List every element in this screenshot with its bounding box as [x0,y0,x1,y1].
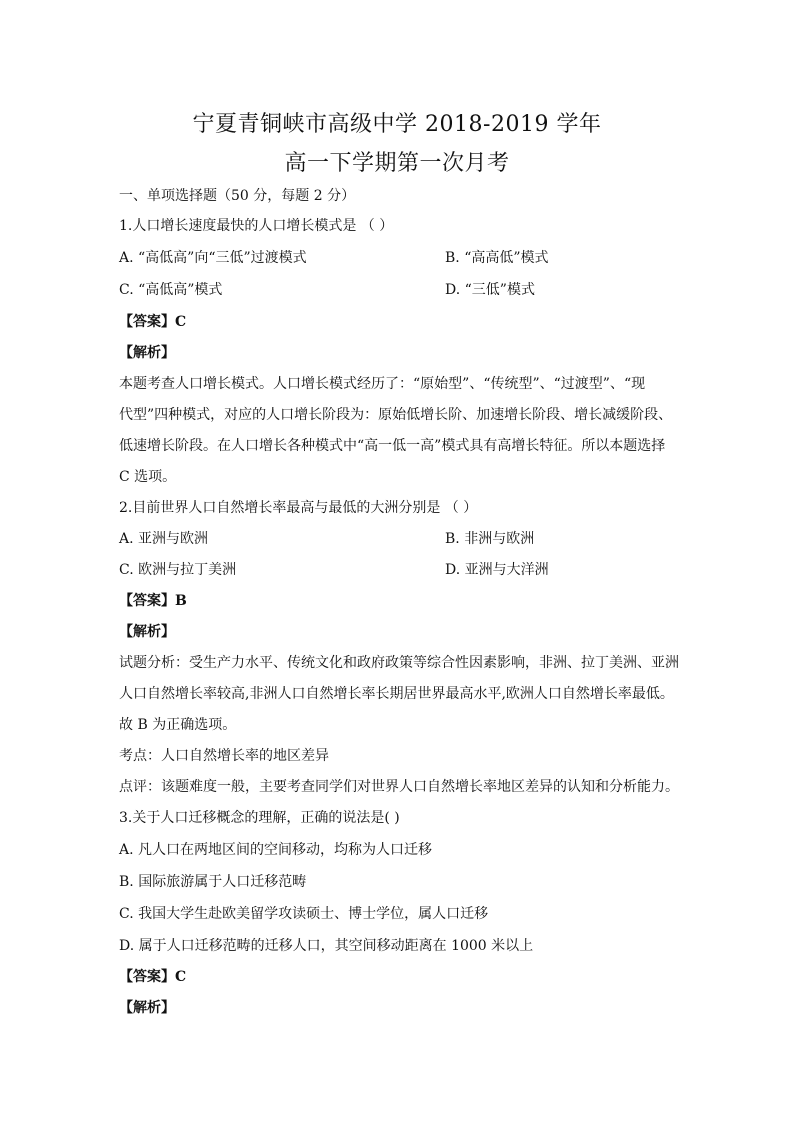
q2-analysis-line: 试题分析：受生产力水平、传统文化和政府政策等综合性因素影响，非洲、拉丁美洲、亚洲 [119,655,679,671]
q2-analysis-label: 【解析】 [119,624,175,640]
q2-option-a: A. 亚洲与欧洲 [119,531,209,547]
q2-stem: 2.目前世界人口自然增长率最高与最低的大洲分别是 （ ） [119,500,478,516]
q3-option-b: B. 国际旅游属于人口迁移范畴 [119,874,307,890]
q1-stem: 1.人口增长速度最快的人口增长模式是 （ ） [119,218,394,234]
q2-answer: 【答案】B [119,593,187,609]
q2-analysis-line: 考点：人口自然增长率的地区差异 [119,748,329,764]
q3-option-a: A. 凡人口在两地区间的空间移动，均称为人口迁移 [119,842,433,858]
q1-option-d: D. “三低”模式 [445,282,535,298]
section-heading: 一、单项选择题（50 分，每题 2 分） [119,188,356,204]
document-title-line1: 宁夏青铜峡市高级中学 2018-2019 学年 [192,112,602,137]
q1-option-c: C. “高低高”模式 [119,282,223,298]
q1-answer: 【答案】C [119,314,187,330]
q3-option-c: C. 我国大学生赴欧美留学攻读硕士、博士学位，属人口迁移 [119,906,489,922]
q2-analysis-line: 人口自然增长率较高,非洲人口自然增长率长期居世界最高水平,欧洲人口自然增长率最低。 [119,686,674,702]
q1-analysis-line: 低速增长阶段。在人口增长各种模式中“高一低一高”模式具有高增长特征。所以本题选择 [119,438,666,454]
q1-option-b: B. “高高低”模式 [445,250,549,266]
q3-analysis-label: 【解析】 [119,1000,175,1016]
q3-answer: 【答案】C [119,969,187,985]
q2-option-d: D. 亚洲与大洋洲 [445,562,549,578]
q1-analysis-label: 【解析】 [119,345,175,361]
q3-option-d: D. 属于人口迁移范畴的迁移人口，其空间移动距离在 1000 米以上 [119,938,534,954]
q1-analysis-line: C 选项。 [119,469,177,485]
q2-option-c: C. 欧洲与拉丁美洲 [119,562,237,578]
q1-option-a: A. “高低高”向“三低”过渡模式 [119,250,307,266]
q1-analysis-line: 本题考查人口增长模式。人口增长模式经历了：“原始型”、“传统型”、“过渡型”、“现 [119,376,646,392]
q2-option-b: B. 非洲与欧洲 [445,531,535,547]
q3-stem: 3.关于人口迁移概念的理解，正确的说法是( ) [119,810,400,826]
q1-analysis-line: 代型”四种模式，对应的人口增长阶段为：原始低增长阶、加速增长阶段、增长减缓阶段、 [119,407,673,423]
q2-analysis-line: 故 B 为正确选项。 [119,717,237,733]
document-title-line2: 高一下学期第一次月考 [284,151,510,176]
q2-analysis-line: 点评：该题难度一般，主要考查同学们对世界人口自然增长率地区差异的认知和分析能力。 [119,779,679,795]
